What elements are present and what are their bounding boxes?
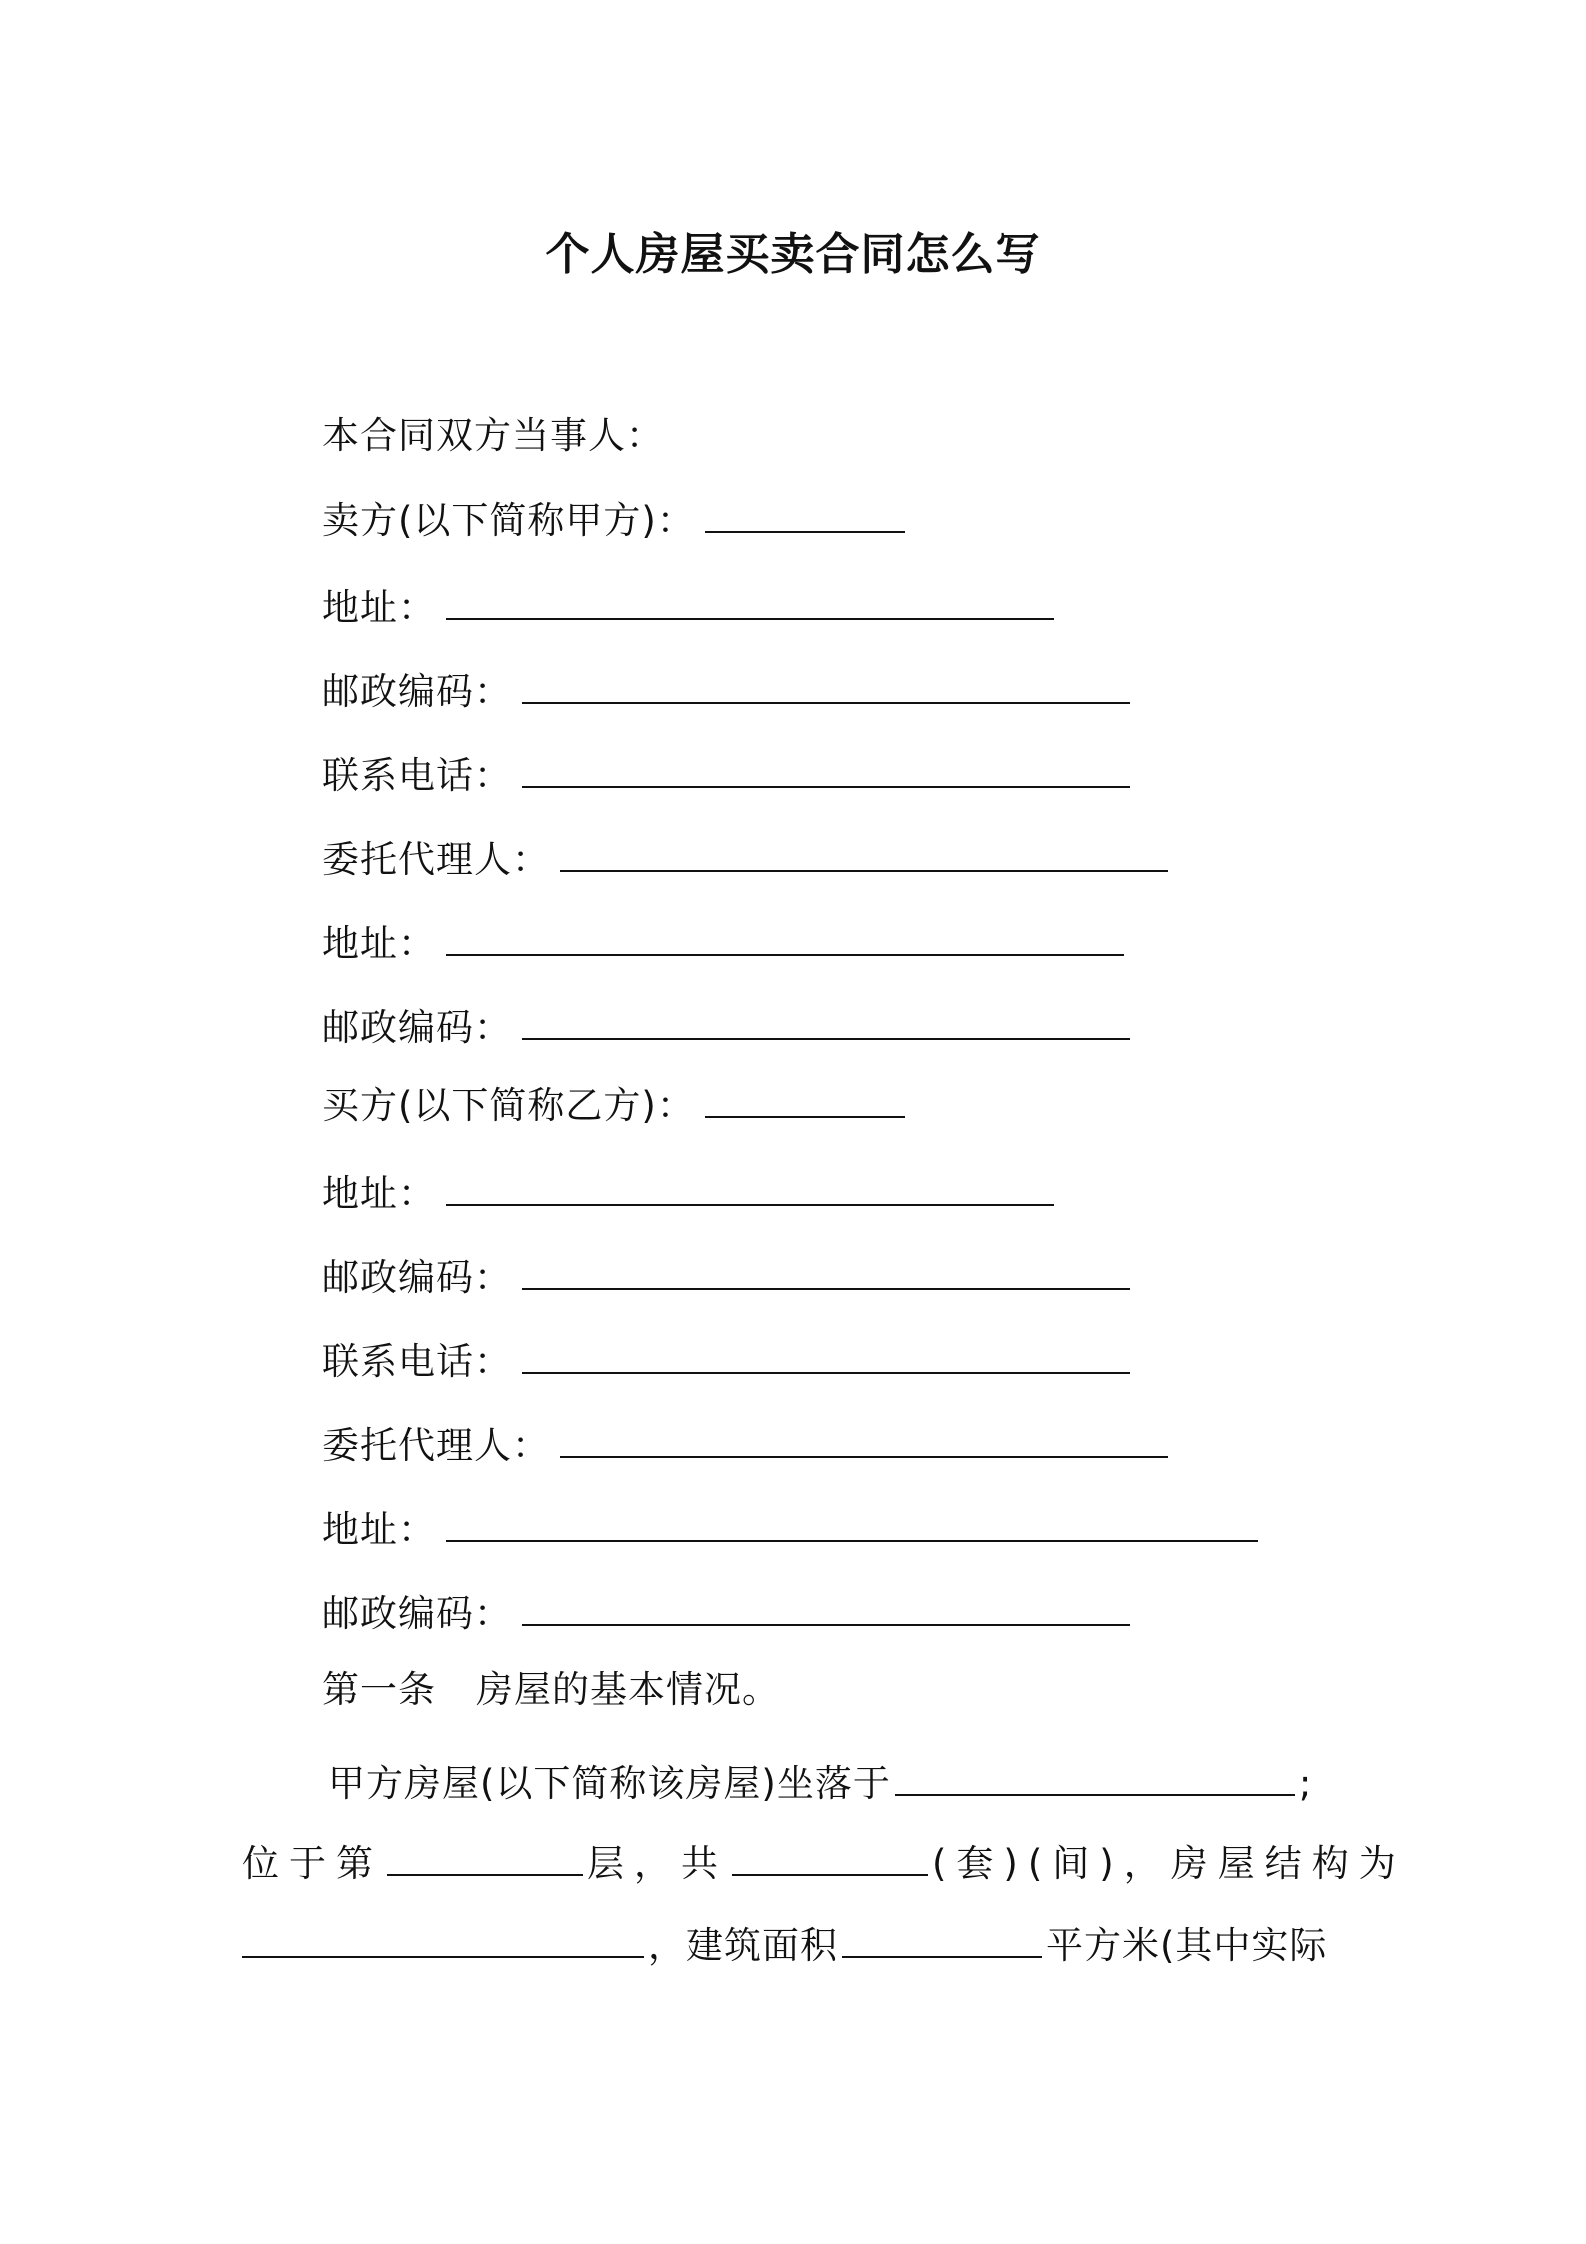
seller-agent-address-line xyxy=(322,920,1124,968)
article1-title: 房屋的基本情况。 xyxy=(476,1668,780,1711)
buyer-postcode-label: 邮政编码： xyxy=(322,1256,512,1299)
total-units-blank[interactable] xyxy=(732,1840,928,1876)
buyer-agent-address-blank[interactable] xyxy=(446,1506,1258,1542)
buyer-address-blank[interactable] xyxy=(446,1170,1054,1206)
seller-phone-line xyxy=(322,752,1130,800)
article1-number: 第一条 xyxy=(322,1668,436,1711)
p3-text-a: ，建筑面积 xyxy=(648,1924,838,1967)
article1-paragraph-line3 xyxy=(242,1922,1352,1970)
seller-agent-postcode-line xyxy=(322,1004,1130,1052)
seller-address-line xyxy=(322,584,1054,632)
buyer-line xyxy=(322,1082,905,1130)
buyer-address-label: 地址： xyxy=(322,1172,436,1215)
p3-text-b: 平方米(其中实际 xyxy=(1046,1924,1328,1967)
p1-text-a: 甲方房屋(以下简称该房屋)坐落于 xyxy=(328,1762,891,1805)
buyer-agent-address-line xyxy=(322,1506,1258,1554)
buyer-postcode-line xyxy=(322,1254,1130,1302)
seller-agent-address-blank[interactable] xyxy=(446,920,1124,956)
p2-text-c: (套)(间)，房屋结构为 xyxy=(932,1842,1406,1885)
seller-agent-address-label: 地址： xyxy=(322,922,436,965)
page-title: 个人房屋买卖合同怎么写 xyxy=(545,229,1041,280)
buyer-agent-address-label: 地址： xyxy=(322,1508,436,1551)
seller-address-blank[interactable] xyxy=(446,584,1054,620)
article1-paragraph-line1 xyxy=(328,1760,1438,1808)
buyer-agent-label: 委托代理人： xyxy=(322,1424,550,1467)
seller-name-blank[interactable] xyxy=(705,497,905,533)
buyer-postcode-blank[interactable] xyxy=(522,1254,1130,1290)
buyer-phone-label: 联系电话： xyxy=(322,1340,512,1383)
p2-text-b: 层，共 xyxy=(587,1842,728,1885)
buyer-phone-line xyxy=(322,1338,1130,1386)
buyer-address-line xyxy=(322,1170,1054,1218)
buyer-agent-postcode-blank[interactable] xyxy=(522,1590,1130,1626)
seller-agent-postcode-label: 邮政编码： xyxy=(322,1006,512,1049)
seller-address-label: 地址： xyxy=(322,586,436,629)
seller-phone-label: 联系电话： xyxy=(322,754,512,797)
parties-intro xyxy=(322,412,664,460)
house-structure-blank[interactable] xyxy=(242,1922,644,1958)
buyer-agent-postcode-label: 邮政编码： xyxy=(322,1592,512,1635)
building-area-blank[interactable] xyxy=(842,1922,1042,1958)
house-location-blank[interactable] xyxy=(895,1760,1295,1796)
buyer-agent-postcode-line xyxy=(322,1590,1130,1638)
seller-phone-blank[interactable] xyxy=(522,752,1130,788)
parties-intro-text: 本合同双方当事人： xyxy=(322,414,664,457)
seller-postcode-label: 邮政编码： xyxy=(322,670,512,713)
seller-agent-label: 委托代理人： xyxy=(322,838,550,881)
article1-heading xyxy=(322,1666,780,1714)
buyer-label: 买方(以下简称乙方)： xyxy=(322,1084,695,1127)
buyer-phone-blank[interactable] xyxy=(522,1338,1130,1374)
seller-agent-line xyxy=(322,836,1168,884)
seller-agent-blank[interactable] xyxy=(560,836,1168,872)
buyer-name-blank[interactable] xyxy=(705,1082,905,1118)
seller-agent-postcode-blank[interactable] xyxy=(522,1004,1130,1040)
seller-postcode-blank[interactable] xyxy=(522,668,1130,704)
p1-text-b: ; xyxy=(1298,1762,1313,1805)
p2-text-a: 位于第 xyxy=(242,1842,383,1885)
buyer-agent-line xyxy=(322,1422,1168,1470)
buyer-agent-blank[interactable] xyxy=(560,1422,1168,1458)
article1-paragraph-line2 xyxy=(242,1840,1406,1888)
floor-number-blank[interactable] xyxy=(387,1840,583,1876)
seller-label: 卖方(以下简称甲方)： xyxy=(322,499,695,542)
seller-postcode-line xyxy=(322,668,1130,716)
seller-line xyxy=(322,497,905,545)
